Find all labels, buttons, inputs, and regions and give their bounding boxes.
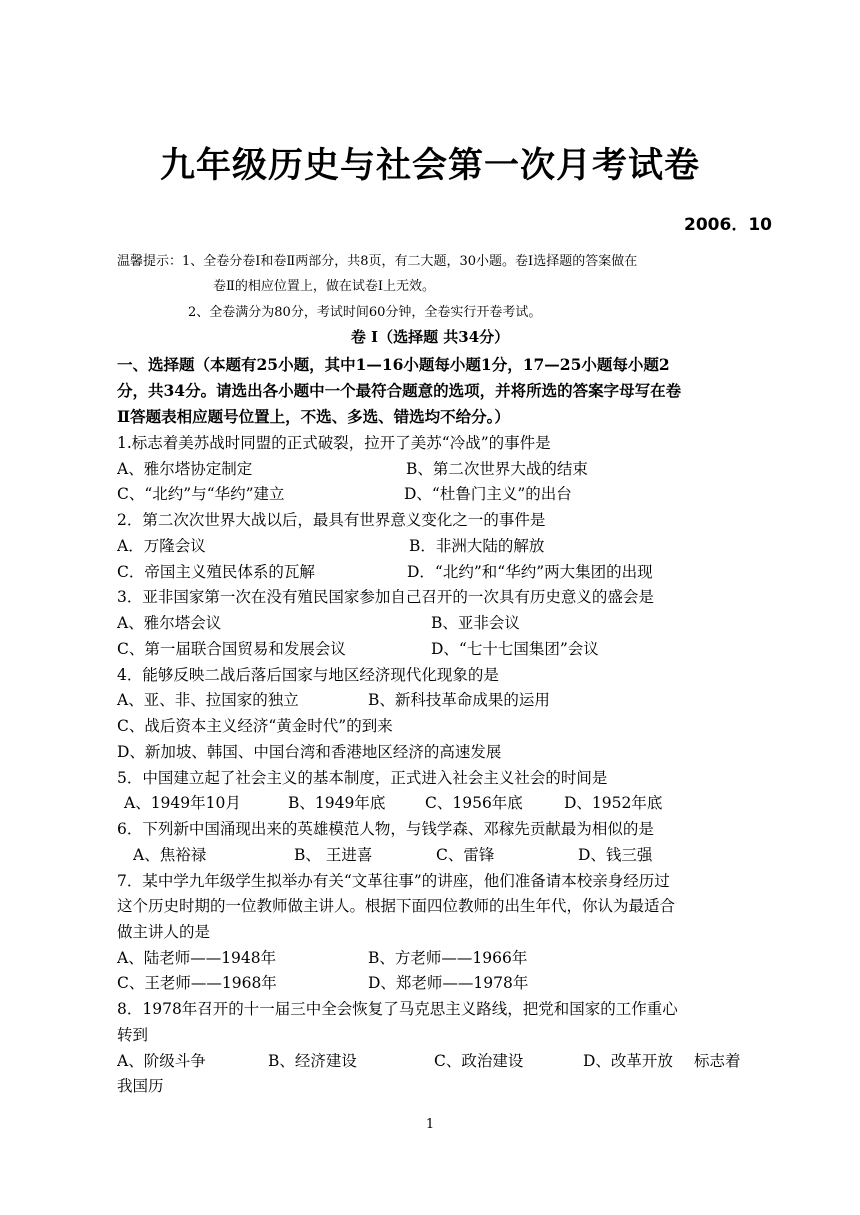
- instruction-line-2: 分，共34分。请选出各小题中一个最符合题意的选项，并将所选的答案字母写在卷: [117, 381, 682, 400]
- question-3-option-d: D、“七十七国集团”会议: [431, 640, 599, 658]
- question-7-stem-2: 这个历史时期的一位教师做主讲人。根据下面四位教师的出生年代，你认为最适合: [117, 897, 676, 915]
- question-8-stem-1: 8．1978年召开的十一届三中全会恢复了马克思主义路线，把党和国家的工作重心: [117, 1000, 678, 1018]
- question-2-option-c: C．帝国主义殖民体系的瓦解: [117, 563, 315, 581]
- question-3-option-c: C、第一届联合国贸易和发展会议: [117, 640, 346, 658]
- question-4-option-a: A、亚、非、拉国家的独立: [117, 691, 299, 709]
- question-8-stem-2: 转到: [117, 1026, 149, 1044]
- question-4-option-d: D、新加坡、韩国、中国台湾和香港地区经济的高速发展: [117, 743, 502, 761]
- question-4-stem: 4．能够反映二战后落后国家与地区经济现代化现象的是: [117, 666, 499, 684]
- question-6-stem: 6．下列新中国涌现出来的英雄模范人物，与钱学森、邓稼先贡献最为相似的是: [117, 820, 654, 838]
- question-1-option-c: C、“北约”与“华约”建立: [117, 485, 285, 503]
- question-8-trailing-text-2: 我国历: [117, 1077, 164, 1095]
- section-title: 卷 Ⅰ（选择题 共34分）: [350, 328, 510, 346]
- question-5-option-d: D、1952年底: [564, 794, 663, 812]
- question-7-option-d: D、郑老师——1978年: [368, 974, 529, 992]
- question-5-option-b: B、1949年底: [288, 794, 386, 812]
- question-1-option-d: D、“杜鲁门主义”的出台: [404, 485, 572, 503]
- question-5-stem: 5．中国建立起了社会主义的基本制度，正式进入社会主义社会的时间是: [117, 769, 608, 787]
- instruction-line-3: Ⅱ答题表相应题号位置上，不选、多选、错选均不给分。）: [117, 407, 510, 426]
- page-number: 1: [425, 1117, 435, 1132]
- question-7-option-b: B、方老师——1966年: [368, 949, 528, 967]
- question-7-stem-3: 做主讲人的是: [117, 923, 211, 941]
- exam-date: 2006．10: [684, 215, 772, 235]
- question-2-stem: 2．第二次次世界大战以后，最具有世界意义变化之一的事件是: [117, 511, 546, 529]
- notice-line-2: 卷Ⅱ的相应位置上，做在试卷Ⅰ上无效。: [213, 279, 435, 294]
- exam-title: 九年级历史与社会第一次月考试卷: [159, 146, 700, 186]
- question-8-option-a: A、阶级斗争: [117, 1052, 206, 1070]
- question-8-option-c: C、政治建设: [434, 1052, 524, 1070]
- question-7-option-a: A、陆老师——1948年: [117, 949, 277, 967]
- question-8-trailing-text-1: 标志着: [694, 1052, 741, 1070]
- question-1-stem: 1.标志着美苏战时同盟的正式破裂，拉开了美苏“冷战”的事件是: [117, 434, 551, 452]
- question-4-option-b: B、新科技革命成果的运用: [368, 691, 550, 709]
- question-6-option-a: A、焦裕禄: [133, 846, 207, 864]
- question-2-option-d: D．“北约”和“华约”两大集团的出现: [407, 563, 653, 581]
- notice-line-1: 温馨提示：1、全卷分卷Ⅰ和卷Ⅱ两部分，共8页，有二大题，30小题。卷Ⅰ选择题的答案做在: [117, 254, 638, 269]
- question-3-option-b: B、亚非会议: [431, 614, 520, 632]
- question-8-option-b: B、经济建设: [268, 1052, 357, 1070]
- question-2-option-b: B．非洲大陆的解放: [409, 537, 545, 555]
- question-3-stem: 3．亚非国家第一次在没有殖民国家参加自己召开的一次具有历史意义的盛会是: [117, 588, 654, 606]
- notice-line-3: 2、全卷满分为80分，考试时间60分钟，全卷实行开卷考试。: [188, 305, 542, 320]
- question-2-option-a: A．万隆会议: [117, 537, 206, 555]
- question-4-option-c: C、战后资本主义经济“黄金时代”的到来: [117, 717, 393, 735]
- question-6-option-d: D、钱三强: [578, 846, 653, 864]
- question-8-option-d: D、改革开放: [583, 1052, 673, 1070]
- question-5-option-c: C、1956年底: [425, 794, 523, 812]
- question-6-option-b: B、 王进喜: [294, 846, 373, 864]
- question-7-stem-1: 7．某中学九年级学生拟举办有关“文革往事”的讲座，他们准备请本校亲身经历过: [117, 872, 670, 890]
- question-6-option-c: C、雷锋: [436, 846, 495, 864]
- question-7-option-c: C、王老师——1968年: [117, 974, 277, 992]
- question-1-option-b: B、第二次世界大战的结束: [406, 460, 588, 478]
- question-3-option-a: A、雅尔塔会议: [117, 614, 222, 632]
- instruction-line-1: 一、选择题（本题有25小题，其中1—16小题每小题1分，17—25小题每小题2: [117, 355, 670, 374]
- question-1-option-a: A、雅尔塔协定制定: [117, 460, 253, 478]
- question-5-option-a: A、1949年10月: [124, 794, 241, 812]
